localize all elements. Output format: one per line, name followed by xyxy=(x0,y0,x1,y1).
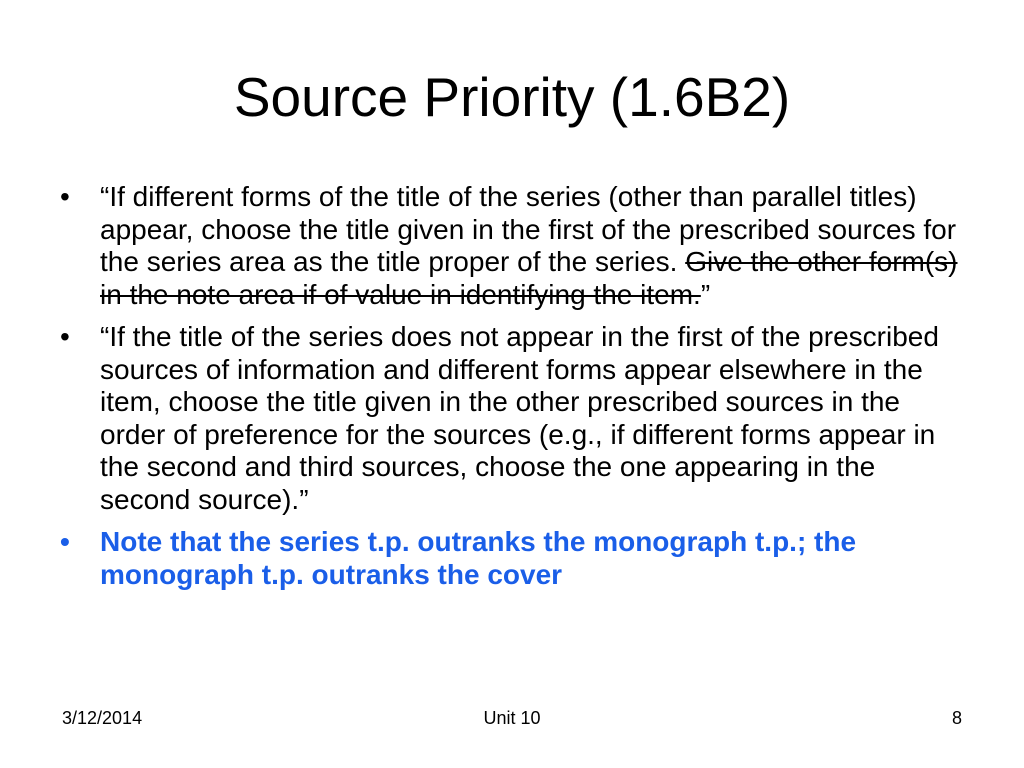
bullet-marker: • xyxy=(60,321,70,352)
footer-page-number: 8 xyxy=(951,708,962,728)
bullet-item-3-note xyxy=(60,526,970,591)
bullet-text-struck: Give the other form(s) in the note area if of value in identifying the item. xyxy=(100,246,958,310)
footer-date: 3/12/2014 xyxy=(62,708,143,728)
bullet-text-closing-quote: ” xyxy=(700,278,711,310)
bullet-list xyxy=(60,181,970,601)
bullet-text: “If different forms of the title of the series (other than parallel titles) appear, choose the title given in the first of the prescribed sources for the series area as the title proper of the series. xyxy=(100,181,957,277)
bullet-item-1 xyxy=(60,181,970,311)
footer-unit: Unit 10 xyxy=(483,708,541,728)
bullet-item-2 xyxy=(60,321,970,516)
slide-title: Source Priority (1.6B2) xyxy=(233,66,791,128)
bullet-text: “If the title of the series does not appear in the first of the prescribed sources of information and different forms appear elsewhere in the item, choose the title given in the other prescribed sources in the order of preference for the sources (e.g., if different forms appear in the second and third sources, choose the one appearing in the second source).” xyxy=(100,321,939,515)
bullet-marker: • xyxy=(60,526,70,557)
bullet-text: Note that the series t.p. outranks the monograph t.p.; the monograph t.p. outranks the cover xyxy=(100,526,857,590)
bullet-marker: • xyxy=(60,181,70,212)
